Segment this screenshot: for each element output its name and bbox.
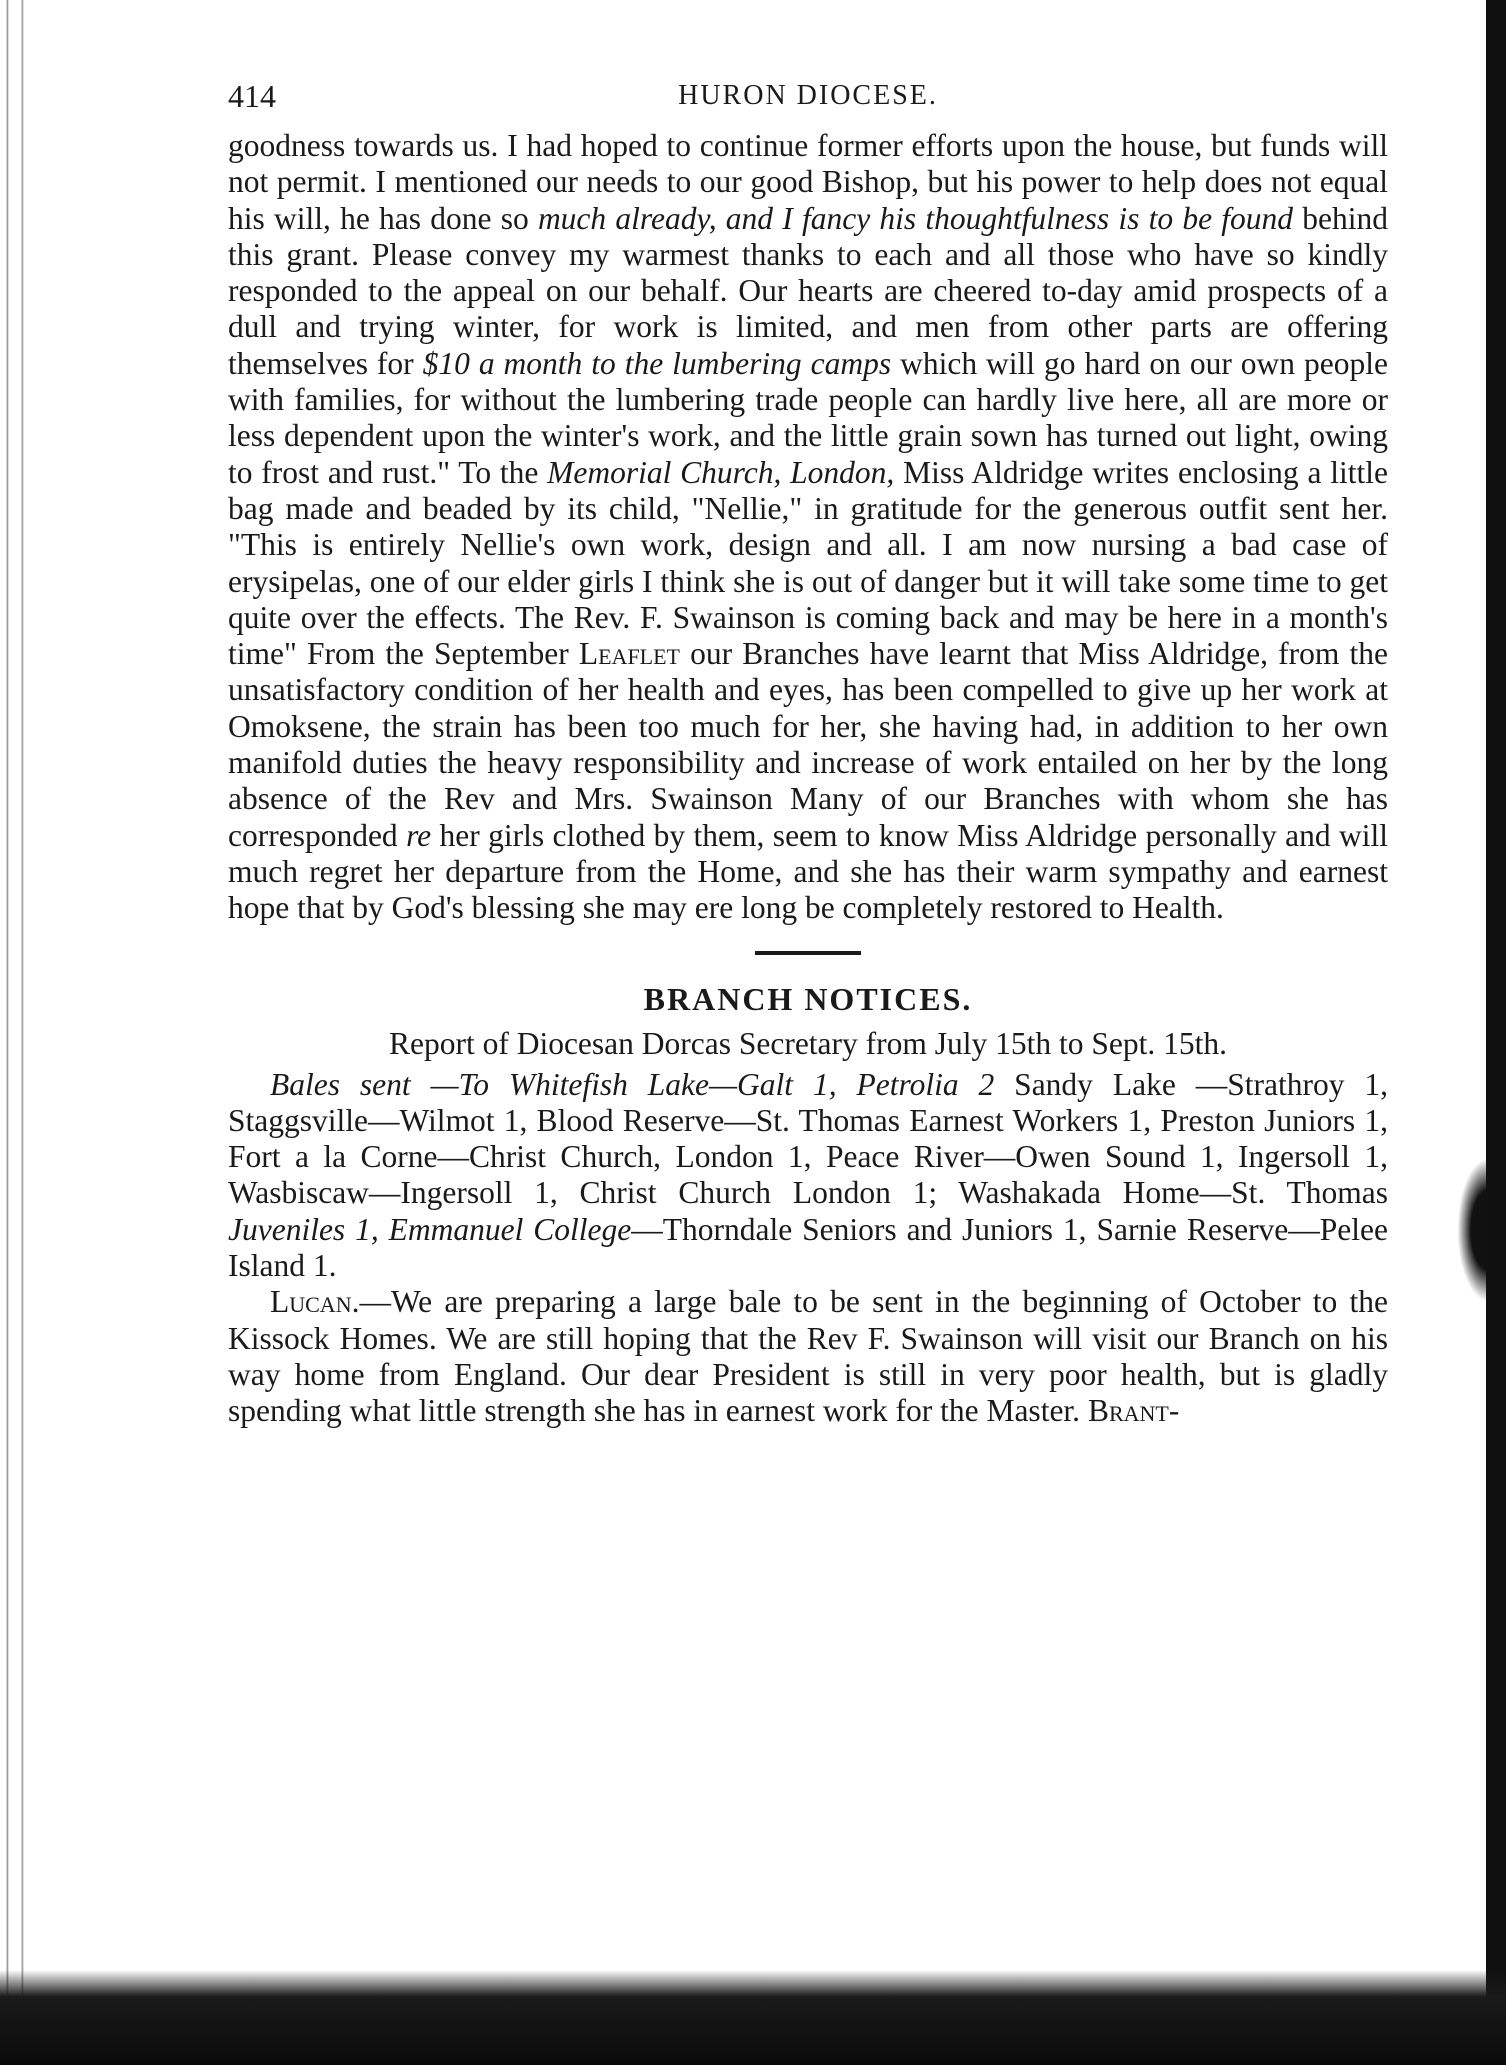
lucan-label: Lucan. [270,1284,360,1320]
section-heading: BRANCH NOTICES. [643,980,973,1017]
bales-text-2: —Thorndale Seniors and Juniors 1, Sarnie Reserve—Pelee Island 1. [228,1211,1389,1284]
scan-binding-shadow [1458,1160,1488,1300]
lucan-text: —We are preparing a large bale to be sent in the beginning of October to the Kissock Homes. We are still hoping that the Rev F. Swainson will visit our Branch on his way home from England. Our dear President is still in very poor health, but is gladly spending what little strength she has in earnest work for the Master. [228,1284,1388,1429]
page-header [228,78,1388,128]
bales-paragraph [228,1067,1388,1285]
intro-paragraph [228,128,1388,927]
intro-text-6: her girls clothed by them, seem to know Miss Aldridge personally and will much regret her departure from the Home, and she has their warm sympathy and earnest hope that by God's blessing she may ere long be completely restored to Health. [228,817,1388,926]
bales-italic-2: Juveniles 1, Emmanuel College [228,1211,632,1247]
intro-italic-2: $10 a month to the lumbering camps [422,345,892,381]
intro-text-2: behind this grant. Please convey my warmest thanks to each and all those who have so kindly responded to the appeal on our behalf. Our hearts are cheered to-day amid prospects of a dull and trying winter, for work is limited, and men from other parts are offering themselves for [228,200,1389,381]
bales-text: Sandy Lake —Strathroy 1, Staggsville—Wilmot 1, Blood Reserve—St. Thomas Earnest Workers 1, Preston Juniors 1, Fort a la Corne—Christ Church, London 1, Peace River—Owen Sound 1, Ingersoll 1, Wasbiscaw—Ingersoll 1, Christ Church London 1; Washakada Home—St. Thomas [228,1066,1389,1211]
report-line: Report of Diocesan Dorcas Secretary from July 15th to Sept. 15th. [388,1025,1228,1061]
leaflet-smallcaps: Leaflet [578,636,680,672]
scan-edge-bottom [0,1970,1506,2065]
intro-text-5: our Branches have learnt that Miss Aldridge, from the unsatisfactory condition of her health and eyes, has been compelled to give up her work at Omoksene, the strain has been too much for her, she having had, in addition to her own manifold duties the heavy responsibility and increase of work entailed on her by the long absence of the Rev and Mrs. Swainson Many of our Branches with whom she has corresponded [228,636,1388,853]
page-number: 414 [228,78,276,114]
intro-text-3: which will go hard on our own people with families, for without the lumbering trade people can hardly live here, all are more or less dependent upon the winter's work, and the little grain sown has turned out light, owing to frost and rust." To the [228,345,1388,490]
lucan-paragraph [228,1284,1388,1429]
brant-label: Brant- [1087,1393,1180,1429]
intro-italic-1: much already, and I fancy his thoughtfulness is to be found [537,200,1294,236]
intro-text-1: goodness towards us. I had hoped to continue former efforts upon the house, but funds will not permit. I mentioned our needs to our good Bishop, but his power to help does not equal his will, he has done so [228,128,1388,236]
intro-text-4: Miss Aldridge writes enclosing a little bag made and beaded by its child, "Nellie," in gratitude for the generous outfit sent her. "This is entirely Nellie's own work, design and all. I am now nursing a bad case of erysipelas, one of our elder girls I think she is out of danger but it will take some time to get quite over the effects. The Rev. F. Swainson is coming back and may be here in a month's time" From the September [228,454,1388,672]
intro-italic-re: re [406,817,432,853]
scan-edge-right [1486,0,1506,2065]
scan-edge-left [0,0,60,2065]
book-page [228,78,1388,1430]
running-title: HURON DIOCESE. [678,80,938,111]
bales-italic: Bales sent —To Whitefish Lake—Galt 1, Petrolia 2 [270,1066,995,1102]
intro-italic-3: Memorial Church, London, [547,454,895,490]
section-divider [755,951,861,955]
